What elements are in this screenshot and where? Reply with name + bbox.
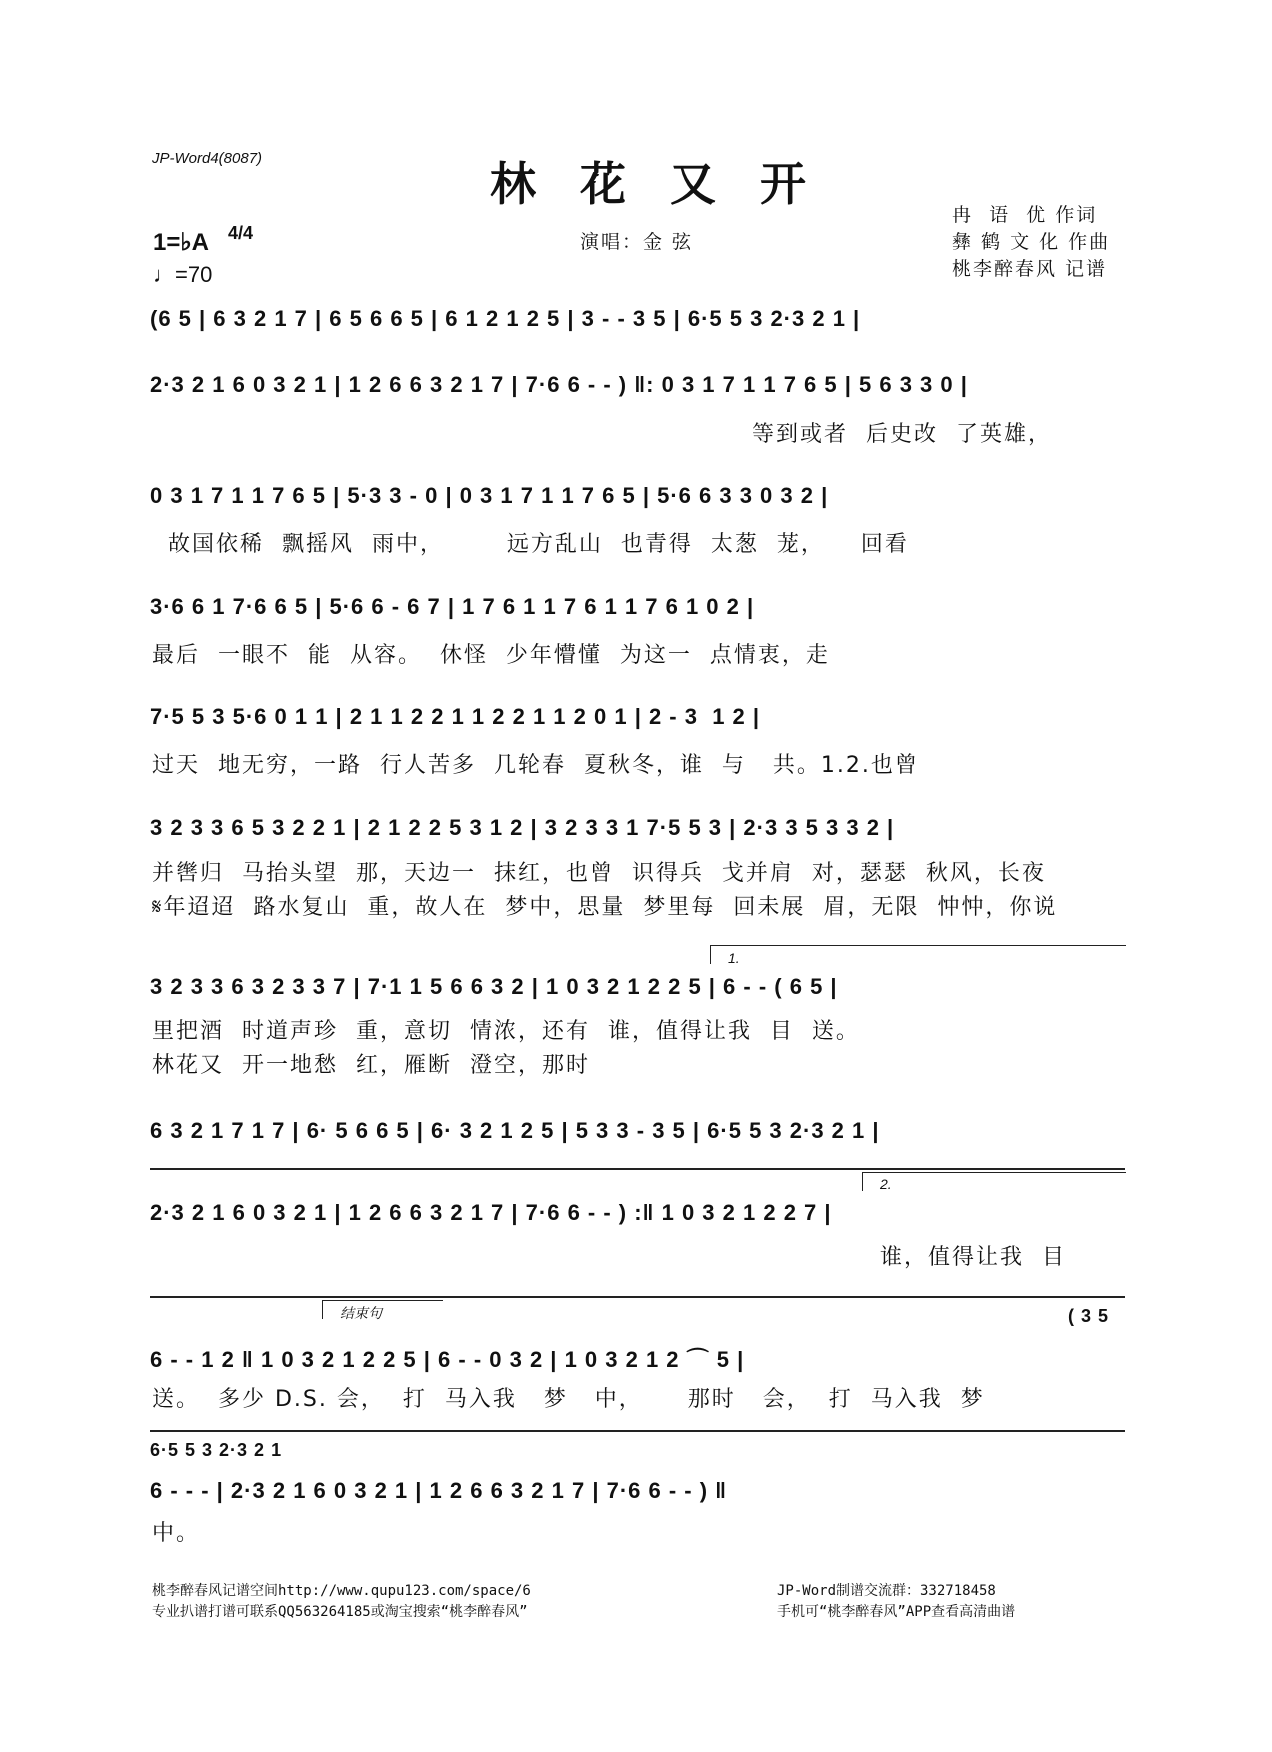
score-line-6: 3 2 3 3 6 5 3 2 2 1 | 2 1 2 2 5 3 1 2 | 3 2 3 3 1 7·5 5 3 | 2·3 3 5 3 3 2 | [150,815,895,840]
first-ending-bracket [710,945,1126,964]
second-ending-label: 2. [880,1176,892,1192]
time-signature: 4/4 [228,223,254,243]
score-line-10: 6 - - 1 2 ‖ 1 0 3 2 1 2 2 5 | 6 - - 0 3 2 | 1 0 3 2 1 2 ⌒ 5 | [150,1347,745,1372]
lyric-line-11: 中。 [152,1521,201,1546]
footer-contact: 专业扒谱打谱可联系QQ563264185或淘宝搜索“桃李醉春风” [152,1604,528,1620]
footer-website: 桃李醉春风记谱空间http://www.qupu123.com/space/6 [152,1583,531,1599]
tempo-marking: ♩=70 [153,262,213,287]
first-ending-label: 1. [728,950,740,966]
score-line-9: 2·3 2 1 6 0 3 2 1 | 1 2 6 6 3 2 1 7 | 7·6 6 - - ) :‖ 1 0 3 2 1 2 2 7 | [150,1200,832,1225]
score-line-2: 2·3 2 1 6 0 3 2 1 | 1 2 6 6 3 2 1 7 | 7·6 6 - - ) ‖: 0 3 1 7 1 1 7 6 5 | 5 6 3 3 0 | [150,372,968,397]
score-line-5: 7·5 5 3 5·6 0 1 1 | 2 1 1 2 2 1 1 2 2 1 1 2 0 1 | 2 - 3 1 2 | [150,704,761,729]
lyric-line-10: 送。 多少 D.S. 会， 打 马入我 梦 中， 那时 会， 打 马入我 梦 [152,1387,985,1412]
score-line-7: 3 2 3 3 6 3 2 3 3 7 | 7·1 1 5 6 6 3 2 | 1 0 3 2 1 2 2 5 | 6 - - ( 6 5 | [150,974,838,999]
second-ending-bracket [862,1172,1126,1191]
system-divider [150,1296,1125,1298]
score-line-11-upper: 6·5 5 3 2·3 2 1 [150,1440,283,1460]
system-divider [150,1168,1125,1170]
lyric-line-3: 故国依稀 飘摇风 雨中， 远方乱山 也青得 太葱 茏， 回看 [168,532,909,557]
score-line-3: 0 3 1 7 1 1 7 6 5 | 5·3 3 - 0 | 0 3 1 7 1 1 7 6 5 | 5·6 6 3 3 0 3 2 | [150,483,829,508]
score-line-11: 6 - - - | 2·3 2 1 6 0 3 2 1 | 1 2 6 6 3 2 1 7 | 7·6 6 - - ) ‖ [150,1478,728,1503]
song-title: 林 花 又 开 [490,157,821,211]
score-line-4: 3·6 6 1 7·6 6 5 | 5·6 6 - 6 7 | 1 7 6 1 1 7 6 1 1 7 6 1 0 2 | [150,594,755,619]
lyric-line-6a: 并辔归 马抬头望 那，天边一 抹红，也曾 识得兵 戈并肩 对，瑟瑟 秋风，长夜 [152,861,1046,886]
score-line-8: 6 3 2 1 7 1 7 | 6· 5 6 6 5 | 6· 3 2 1 2 5 | 5 3 3 - 3 5 | 6·5 5 3 2·3 2 1 | [150,1118,880,1143]
score-line-1: (6 5 | 6 3 2 1 7 | 6 5 6 6 5 | 6 1 2 1 2 5 | 3 - - 3 5 | 6·5 5 3 2·3 2 1 | [150,306,861,331]
lyric-line-7a: 里把酒 时道声珍 重，意切 情浓，还有 谁，值得让我 目 送。 [152,1019,860,1044]
lyric-line-5: 过天 地无穷，一路 行人苦多 几轮春 夏秋冬，谁 与 共。1.2.也曾 [152,753,919,778]
lyric-line-6b: 𝄋年迢迢 路水复山 重，故人在 梦中，思量 梦里每 回未展 眉，无限 忡忡，你说 [152,895,1058,920]
software-label: JP-Word4(8087) [152,150,263,167]
singer-label: 演唱：金 弦 [580,231,694,253]
lyricist-credit: 冉 语 优 作词 [952,204,1098,226]
footer-group: JP-Word制谱交流群：332718458 [777,1583,996,1599]
lyric-line-9: 谁，值得让我 目 [880,1245,1066,1270]
ending-phrase-label: 结束句 [340,1305,382,1321]
footer-app: 手机可“桃李醉春风”APP查看高清曲谱 [777,1604,1016,1620]
lyric-line-4: 最后 一眼不 能 从容。 休怪 少年懵懂 为这一 点情衷，走 [152,643,830,668]
transcriber-credit: 桃李醉春风 记谱 [952,258,1108,280]
composer-credit: 彝 鹤 文 化 作曲 [952,231,1111,253]
lyric-line-7b: 林花又 开一地愁 红，雁断 澄空，那时 [152,1053,590,1078]
lyric-line-2: 等到或者 后史改 了英雄， [752,422,1052,447]
system-divider [150,1430,1125,1432]
key-signature: 1=♭A [153,229,210,256]
breath-notes: ( 3 5 [1068,1306,1110,1326]
